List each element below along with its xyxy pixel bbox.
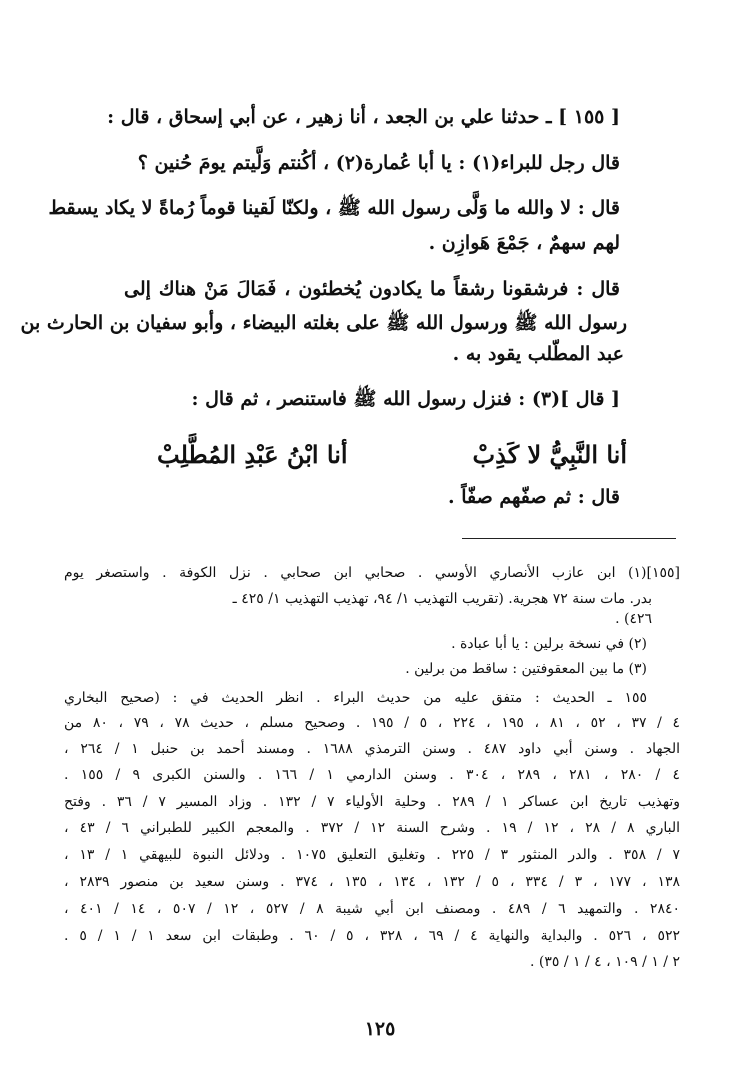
page-number: ١٢٥ — [364, 1018, 396, 1040]
footnote-line: (٢) في نسخة برلين : يا أبا عبادة . — [451, 636, 647, 652]
poem-verse — [157, 440, 627, 470]
footnote-line: الجهاد . وسنن أبي داود ٤٨٧ . وسنن الترمذي ١٦٨٨ . ومسند أحمد بن حنبل ١ / ٢٦٤ ، — [64, 741, 680, 757]
poem-hemistich-first: أنا النَّبِيُّ لا كَذِبْ — [472, 440, 627, 469]
hadith-text-line: [ قال ](٣) : فنزل رسول الله ﷺ فاستنصر ، ثم قال : — [191, 388, 620, 410]
footnote-line: ٧ / ٣٥٨ . والدر المنثور ٣ / ٢٢٥ . وتغليق التعليق ١٠٧٥ . ودلائل النبوة للبيهقي ١ / ١٣ ، — [64, 847, 680, 863]
hadith-isnad-line: [ ١٥٥ ] ـ حدثنا علي بن الجعد ، أنا زهير ، عن أبي إسحاق ، قال : — [107, 106, 620, 128]
footnote-line: ٢٨٤٠ . والتمهيد ٦ / ٤٨٩ . ومصنف ابن أبي شيبة ٨ / ٥٢٧ ، ١٢ / ٥٠٧ ، ١٤ / ٤٠١ ، — [64, 901, 680, 917]
footnote-divider — [462, 538, 676, 539]
footnote-line: ٥٢٢ ، ٥٢٦ . والبداية والنهاية ٤ / ٦٩ ، ٣٢٨ ، ٥ / ٦٠ . وطبقات ابن سعد ١ / ١ / ٥ . — [64, 928, 680, 944]
footnote-line: الباري ٨ / ٢٨ ، ١٢ / ١٩ . وشرح السنة ١٢ / ٣٧٢ . والمعجم الكبير للطبراني ٦ / ٤٣ ، — [64, 820, 680, 836]
hadith-text-line: قال : لا والله ما وَلَّى رسول الله ﷺ ، ولكنّا لَقينا قوماً رُماةً لا يكاد يسقط — [48, 197, 620, 219]
footnote-line: ٤ / ٢٨٠ ، ٢٨١ ، ٢٨٩ ، ٣٠٤ . وسنن الدارمي ١ / ١٦٦ . والسنن الكبرى ٩ / ١٥٥ . — [64, 767, 681, 783]
hadith-text-line: قال رجل للبراء(١) : يا أبا عُمارة(٢) ، أكُنتم وَلَّيتم يومَ حُنين ؟ — [137, 152, 620, 174]
hadith-text-line: رسول الله ﷺ ورسول الله ﷺ على بغلته البيضاء ، وأبو سفيان بن الحارث بن — [20, 312, 627, 334]
footnote-line: ٤٢٦) . — [615, 611, 652, 627]
hadith-text-line: عبد المطّلب يقود به . — [452, 343, 624, 365]
hadith-closing-line: قال : ثم صفّهم صفّاً . — [448, 486, 620, 508]
hadith-text-line: قال : فرشقونا رشقاً ما يكادون يُخطئون ، فَمَالَ مَنْ هناك إلى — [124, 278, 620, 300]
footnote-line: ١٣٨ ، ١٧٧ ، ٣ / ٣٣٤ ، ٥ / ١٣٢ ، ١٣٤ ، ١٣٥ ، ٣٧٤ . وسنن سعيد بن منصور ٢٨٣٩ ، — [64, 874, 680, 890]
footnote-line: بدر. مات سنة ٧٢ هجرية. (تقريب التهذيب ١/ ٩٤، تهذيب التهذيب ١/ ٤٢٥ ـ — [232, 591, 652, 607]
hadith-text-line: لهم سهمٌ ، جَمْعَ هَوازِن . — [428, 232, 620, 254]
footnote-line: ١٥٥ ـ الحديث : متفق عليه من حديث البراء . انظر الحديث في : (صحيح البخاري — [64, 690, 647, 706]
footnote-line: ٤ / ٣٧ ، ٥٢ ، ٨١ ، ١٩٥ ، ٢٢٤ ، ٥ / ١٩٥ . وصحيح مسلم ، حديث ٧٨ ، ٧٩ ، ٨٠ من — [64, 715, 681, 731]
footnote-line: ٢ / ١ / ١٠٩ ، ٤ / ١ / ٣٥) . — [529, 954, 680, 970]
footnote-line: وتهذيب تاريخ ابن عساكر ١ / ٢٨٩ . وحلية الأولياء ٧ / ١٣٢ . وزاد المسير ٧ / ٣٦ . وفتح — [64, 794, 680, 810]
poem-hemistich-second: أنا ابْنُ عَبْدِ المُطَّلِبْ — [157, 440, 348, 469]
footnote-line: (٣) ما بين المعقوفتين : ساقط من برلين . — [405, 661, 647, 677]
footnote-line: [١٥٥](١) ابن عازب الأنصاري الأوسي . صحابي ابن صحابي . نزل الكوفة . واستصغر يوم — [64, 565, 680, 581]
